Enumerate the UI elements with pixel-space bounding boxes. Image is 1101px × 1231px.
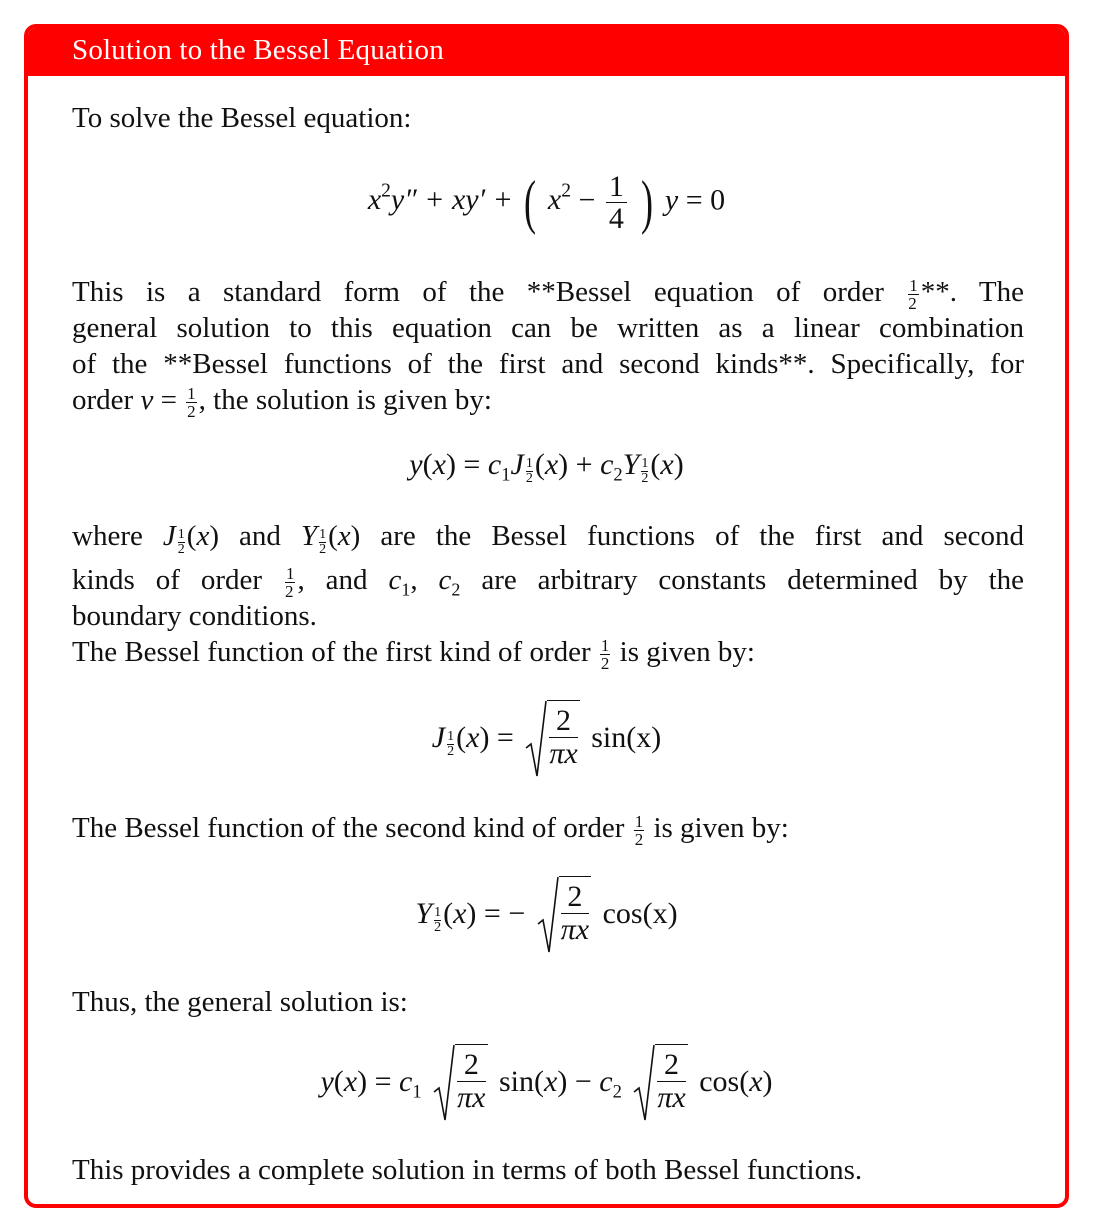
box-title: Solution to the Bessel Equation (72, 34, 444, 66)
conclusion-text: This provides a complete solution in terms of both Bessel functions. (72, 1154, 863, 1186)
sqrt-radical (525, 700, 547, 780)
intro-text: To solve the Bessel equation: (72, 102, 412, 134)
first-kind-equation: J $\frac{1}{2}$ (x) = $\frac{2}{\pi x}$ sin(x) (28, 700, 1065, 780)
box-header (28, 28, 1065, 76)
para4-text: Thus, the general solution is: (72, 986, 408, 1018)
para2-line4: The Bessel function of the first kind of order $\frac{1}{2}$ is given by: (72, 635, 755, 673)
bessel-equation: $x^2y'' + xy'$ + ( $x^2$ − $\frac{1}{4}$ ) y = 0 (367, 169, 726, 235)
para2-line3: boundary conditions. (72, 600, 317, 632)
final-solution-equation: $y(x) = c_1$ $\frac{2}{\pi x}$ $\sin(x) - c_2$ $\frac{2}{\pi x}$ cos(x) (28, 1044, 1065, 1124)
sqrt-radical (633, 1044, 655, 1124)
para3-text: The Bessel function of the second kind of order $\frac{1}{2}$ is given by: (72, 811, 789, 849)
para2-line2: kinds of order $\frac{1}{2}$ , and $c_1$, $c_2$ are arbitrary constants determined by the (72, 563, 1025, 601)
sqrt-radical (433, 1044, 455, 1124)
second-kind-equation: Y $\frac{1}{2}$ (x) = − $\frac{2}{\pi x}$ cos(x) (28, 876, 1065, 956)
para1-line1: This is a standard form of the **Bessel equation of order $\frac{1}{2}$ **. The (72, 275, 1025, 313)
para1-line3: of the **Bessel functions of the first and second kinds**. Specifically, for (72, 348, 1024, 380)
para2-line1: where J $\frac{1}{2}$ (x) and Y $\frac{1}{2}$ (x) are the Bessel functions of the first and second (72, 520, 1025, 557)
general-solution-equation: $y(x) = c_1J$ $\frac{1}{2}$ $(x) + c_2Y$ $\frac{1}{2}$ (x) (409, 448, 684, 486)
sqrt-radical (537, 876, 559, 956)
solution-box (24, 24, 1069, 1208)
para1-line2: general solution to this equation can be written as a linear combination (72, 312, 1024, 344)
para1-line4: order ν = $\frac{1}{2}$ , the solution is given by: (72, 383, 492, 421)
